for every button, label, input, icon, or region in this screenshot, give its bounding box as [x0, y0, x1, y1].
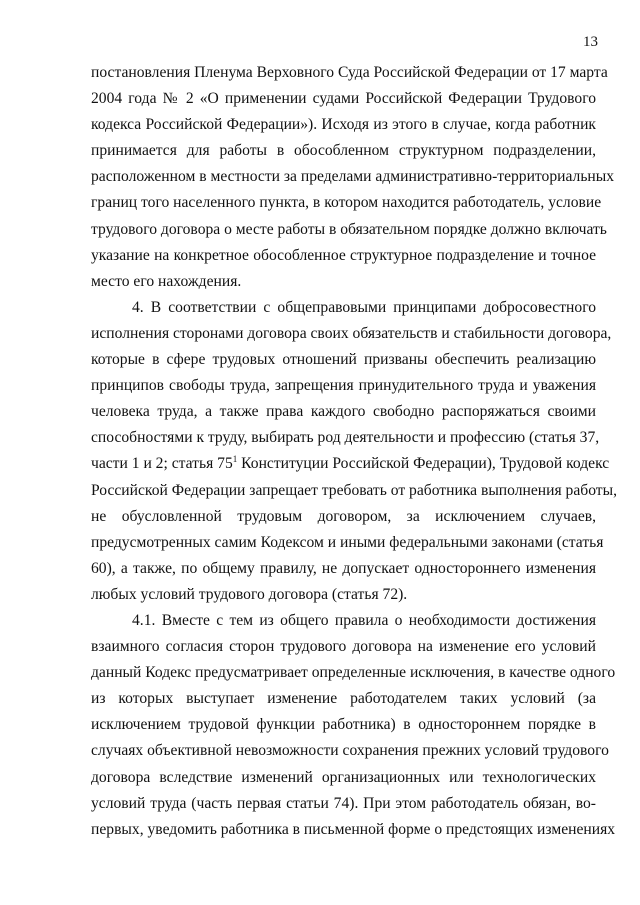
text-line: способностями к труду, выбирать род деятельности и профессию (статья 37, [91, 429, 600, 447]
text-line: не обусловленной трудовым договором, за исключением случаев, [91, 507, 596, 525]
text-line: предусмотренных самим Кодексом и иными федеральными законами (статья [91, 533, 604, 551]
text-line: 2004 года № 2 «О применении судами Российской Федерации Трудового [91, 90, 596, 108]
text-line: договора вследствие изменений организационных или технологических [91, 768, 596, 786]
paragraph [91, 295, 617, 608]
footnote-superscript: 1 [232, 454, 238, 465]
text-line: 60), а также, по общему правилу, не допускает одностороннего изменения [91, 559, 596, 577]
text-line: человека труда, а также права каждого свободно распоряжаться своими [91, 403, 596, 421]
text-line: трудового договора о месте работы в обязательном порядке должно включать [91, 220, 607, 238]
text-line: из которых выступает изменение работодателем таких условий (за [91, 690, 596, 708]
text-line: принимается для работы в обособленном структурном подразделении, [91, 142, 596, 160]
text-line: кодекса Российской Федерации»). Исходя из этого в случае, когда работник [91, 116, 596, 134]
text-line: 4. В соответствии с общеправовыми принципами добросовестного [132, 298, 596, 316]
paragraph [91, 608, 616, 843]
text-run: Конституции Российской Федерации), Трудовой кодекс [237, 455, 610, 473]
text-line: расположенном в местности за пределами административно-территориальных [91, 168, 615, 186]
text-line: данный Кодекс предусматривает определенные исключения, в качестве одного [91, 664, 616, 682]
text-line: указание на конкретное обособленное структурное подразделение и точное [91, 246, 596, 264]
text-line: постановления Пленума Верховного Суда Российской Федерации от 17 марта [91, 64, 608, 81]
text-line: случаях объективной невозможности сохранения прежних условий трудового [91, 742, 609, 760]
text-line: место его нахождения. [91, 272, 242, 290]
text-line: Российской Федерации запрещает требовать от работника выполнения работы, [91, 481, 617, 499]
text-line: 4.1. Вместе с тем из общего правила о необходимости достижения [132, 611, 596, 629]
paragraph [91, 60, 615, 295]
text-line: первых, уведомить работника в письменной форме о предстоящих изменениях [91, 820, 616, 838]
text-line: исполнения сторонами договора своих обязательств и стабильности договора, [91, 324, 612, 342]
text-line: которые в сфере трудовых отношений призваны обеспечить реализацию [91, 351, 596, 369]
document-body [91, 60, 617, 843]
text-line: исключением трудовой функции работника) в одностороннем порядке в [91, 716, 596, 734]
page-number: 13 [583, 34, 598, 50]
text-line [91, 451, 610, 477]
text-line: взаимного согласия сторон трудового договора на изменение его условий [91, 638, 596, 656]
text-line: границ того населенного пункта, в котором находится работодатель, условие [91, 194, 602, 212]
text-line: любых условий трудового договора (статья 72). [91, 585, 408, 603]
text-line: принципов свободы труда, запрещения принудительного труда и уважения [91, 377, 596, 395]
text-line: условий труда (часть первая статьи 74). При этом работодатель обязан, во- [91, 794, 596, 812]
text-run: части 1 и 2; статья 75 [91, 455, 233, 473]
